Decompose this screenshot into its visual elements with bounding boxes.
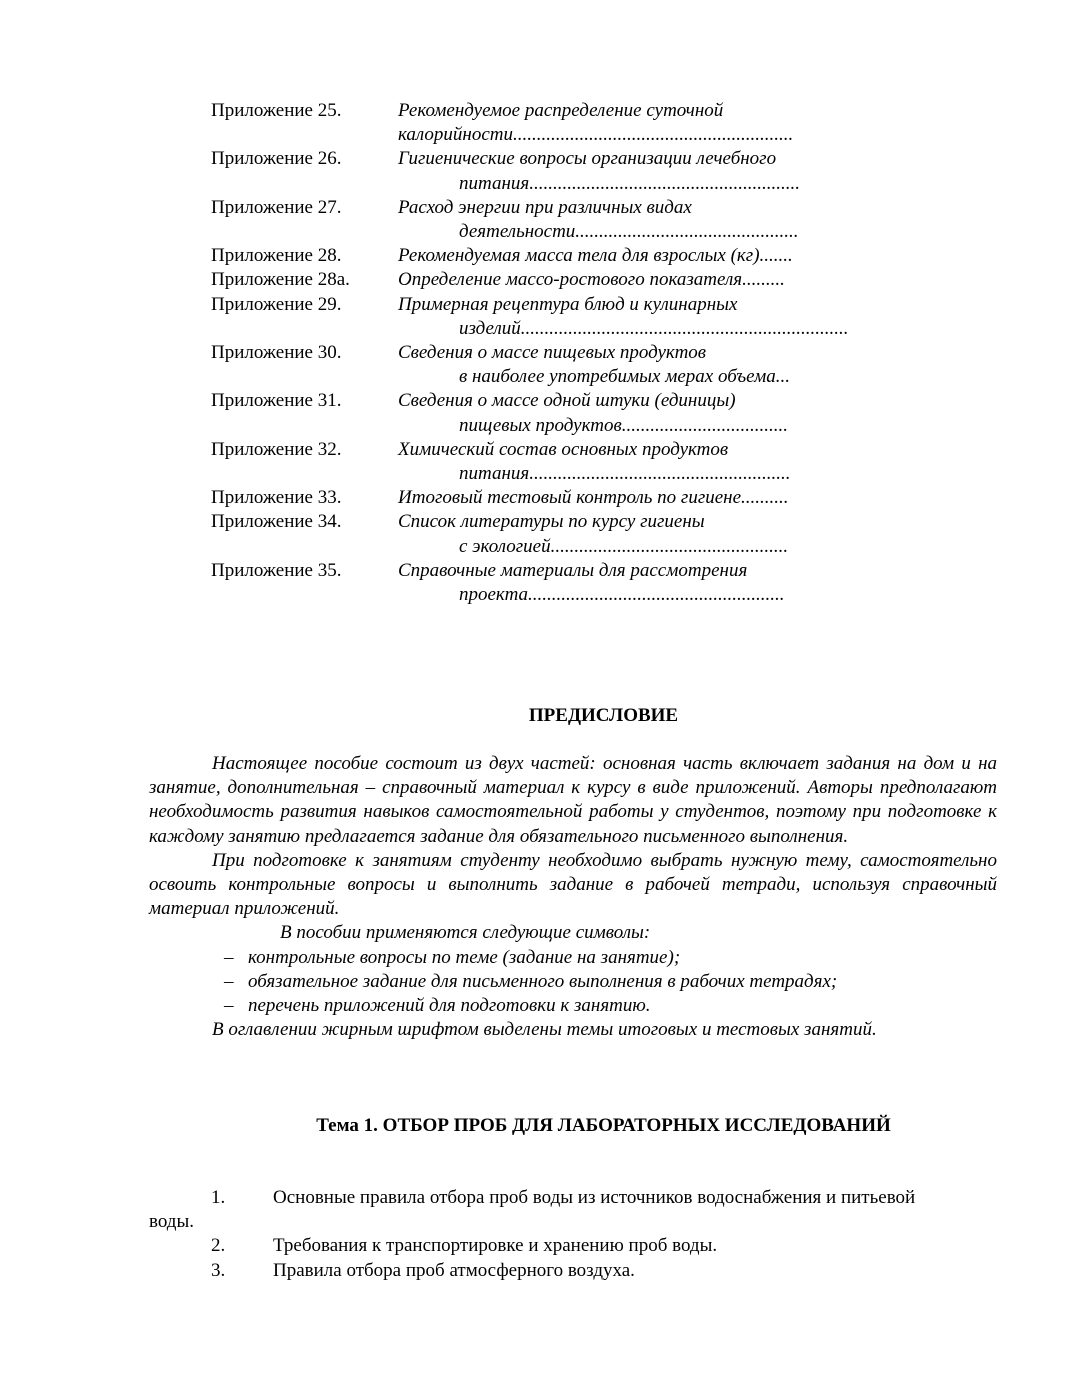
appendix-title-line: Справочные материалы для рассмотрения xyxy=(398,559,748,581)
symbol-list xyxy=(149,946,997,1019)
appendix-entry xyxy=(211,559,931,607)
appendix-entry xyxy=(211,268,931,292)
appendix-entry xyxy=(211,244,931,268)
appendix-title xyxy=(398,147,931,195)
appendix-label: Приложение 26. xyxy=(211,148,342,170)
appendix-title-continuation: питания......................................................... xyxy=(459,172,800,194)
topic-heading: Тема 1. ОТБОР ПРОБ ДЛЯ ЛАБОРАТОРНЫХ ИССЛЕДОВАНИЙ xyxy=(316,1115,891,1136)
topic-question-number: 1. xyxy=(211,1187,226,1208)
appendix-title-line: Расход энергии при различных видах xyxy=(398,196,692,218)
appendix-title-continuation: питания....................................................... xyxy=(459,463,791,485)
symbol-list-item: – обязательное задание для письменного выполнения в рабочих тетрадях; xyxy=(224,970,997,994)
appendix-title-continuation: изделий..................................................................... xyxy=(459,317,849,339)
appendix-title xyxy=(398,438,931,486)
symbol-list-item: – перечень приложений для подготовки к занятию. xyxy=(224,994,997,1018)
appendix-entry xyxy=(211,486,931,510)
appendix-title xyxy=(398,99,931,147)
appendix-title-line: Рекомендуемая масса тела для взрослых (кг)....... xyxy=(398,245,793,267)
appendix-title-continuation: с экологией.................................................. xyxy=(459,535,789,557)
topic-question xyxy=(149,1234,997,1258)
appendix-label: Приложение 27. xyxy=(211,196,342,218)
appendix-label: Приложение 32. xyxy=(211,438,342,460)
topic-question xyxy=(149,1259,997,1283)
appendix-entry xyxy=(211,389,931,437)
symbols-intro: В пособии применяются следующие символы: xyxy=(280,922,651,944)
appendix-title xyxy=(398,196,931,244)
preface-body xyxy=(149,752,997,1042)
appendix-entry xyxy=(211,510,931,558)
appendix-label: Приложение 35. xyxy=(211,559,342,581)
appendix-title xyxy=(398,244,931,268)
preface-paragraph: Настоящее пособие состоит из двух частей: основная часть включает задания на дом и на занятие, дополнительная – справочный материал к курсу в виде приложений. Авторы предполагают необходимость развития навыков самостоятельной работы у студентов, поэтому при подготовке к каждому занятию предлагается задание для обязательного письменного выполнения. xyxy=(149,753,997,847)
appendix-title-line: Рекомендуемое распределение суточной xyxy=(398,100,724,121)
appendix-title-line: Сведения о массе одной штуки (единицы) xyxy=(398,390,736,412)
appendix-label: Приложение 30. xyxy=(211,342,342,364)
appendix-title xyxy=(398,559,931,607)
topic-question-number: 3. xyxy=(211,1259,226,1281)
appendix-label: Приложение 28. xyxy=(211,245,342,267)
appendix-title xyxy=(398,486,931,510)
appendix-title-line: Итоговый тестовый контроль по гигиене.......... xyxy=(398,487,789,509)
appendix-entry xyxy=(211,341,931,389)
appendix-title-line: Сведения о массе пищевых продуктов xyxy=(398,342,707,364)
topic-question xyxy=(149,1186,997,1234)
appendix-title-continuation: калорийности........................................................... xyxy=(398,124,794,146)
appendix-title-continuation: в наиболее употребимых мерах объема... xyxy=(459,366,790,388)
appendix-label: Приложение 31. xyxy=(211,390,342,412)
appendix-label: Приложение 28а. xyxy=(211,269,350,291)
appendix-label: Приложение 34. xyxy=(211,511,342,533)
topic-question-number: 2. xyxy=(211,1235,226,1257)
topic-question-line: Основные правила отбора проб воды из источников водоснабжения и питьевой xyxy=(273,1187,916,1208)
appendix-entry xyxy=(211,147,931,195)
topic-question-text: Требования к транспортировке и хранению проб воды. xyxy=(273,1235,718,1257)
appendix-title xyxy=(398,341,931,389)
appendix-title xyxy=(398,268,931,292)
topic-question-text xyxy=(149,1186,997,1234)
appendix-label: Приложение 33. xyxy=(211,487,342,509)
appendix-label: Приложение 29. xyxy=(211,293,342,315)
appendix-entry xyxy=(211,293,931,341)
symbol-list-item: – контрольные вопросы по теме (задание на занятие); xyxy=(224,946,997,970)
preface-heading: ПРЕДИСЛОВИЕ xyxy=(528,705,679,726)
appendix-label: Приложение 25. xyxy=(211,100,342,121)
appendix-entry xyxy=(211,438,931,486)
appendix-title xyxy=(398,389,931,437)
topic-question-wrap: воды. xyxy=(149,1211,194,1233)
appendix-title-line: Примерная рецептура блюд и кулинарных xyxy=(398,293,738,315)
topic-question-text: Правила отбора проб атмосферного воздуха. xyxy=(273,1259,635,1281)
appendix-title-continuation: проекта...................................................... xyxy=(459,584,785,606)
appendix-title-line: Химический состав основных продуктов xyxy=(398,438,729,460)
appendix-title-continuation: пищевых продуктов................................... xyxy=(459,414,788,436)
preface-note: В оглавлении жирным шрифтом выделены темы итоговых и тестовых занятий. xyxy=(212,1019,877,1041)
appendix-list xyxy=(211,99,931,607)
appendix-title-line: Гигиенические вопросы организации лечебного xyxy=(398,148,777,170)
appendix-title-line: Определение массо-ростового показателя......... xyxy=(398,269,785,291)
appendix-title-continuation: деятельности............................................... xyxy=(459,221,799,243)
appendix-title xyxy=(398,510,931,558)
preface-paragraph: При подготовке к занятиям студенту необходимо выбрать нужную тему, самостоятельно освоить контрольные вопросы и выполнить задание в рабочей тетради, используя справочный материал приложений. xyxy=(149,849,997,920)
appendix-title xyxy=(398,293,931,341)
appendix-entry xyxy=(211,196,931,244)
appendix-entry xyxy=(211,99,931,147)
topic-question-list xyxy=(149,1186,997,1283)
appendix-title-line: Список литературы по курсу гигиены xyxy=(398,511,705,533)
